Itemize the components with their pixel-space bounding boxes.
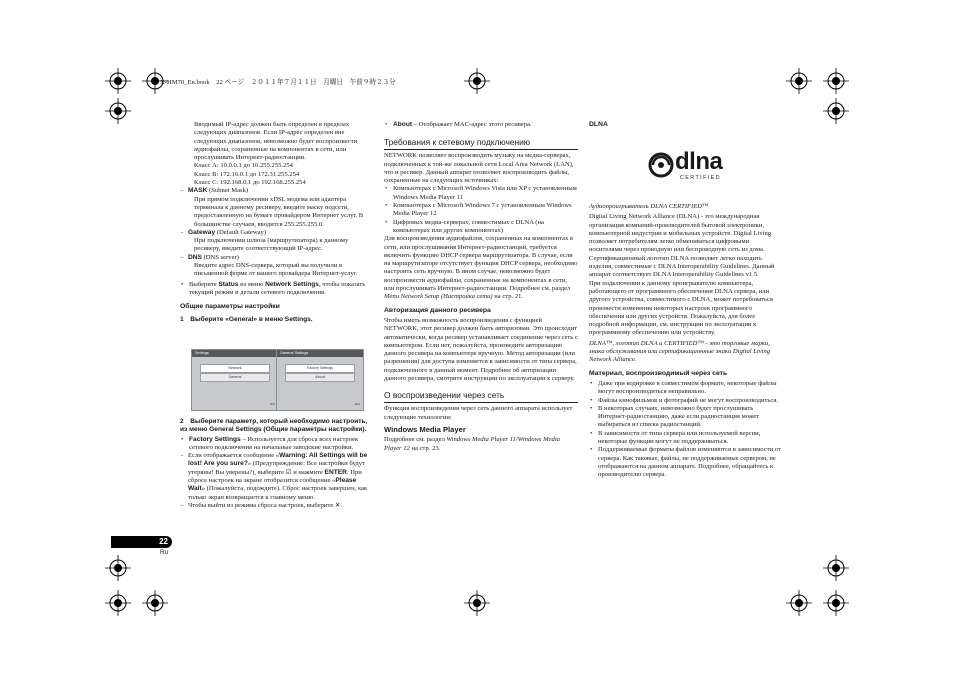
column-right	[589, 121, 783, 131]
registration-mark-icon	[142, 590, 168, 616]
registration-mark-icon	[105, 98, 131, 124]
requirement-item: • Компьютерах с Microsoft Windows Vista или XP с установленным Windows Media Player 11	[384, 185, 578, 202]
material-item: • В некоторых случаях, невозможно будет прослушивать Интернет-радиостанцию, даже если радиостанция может выбираться из списка радиостанций.	[589, 405, 783, 430]
registration-mark-icon	[786, 590, 812, 616]
dlna-paragraph-3: При подключении к данному проигрывателю компьютера, работающего от программного обеспечения DLNA сервера, или другого устройства, совместимого с DLNA, может потребоваться произвести изменения некоторых настроек программного обеспечения или других устройств. Пожалуйста, для более подробной информации, см. инструкции по эксплуатации к программному обеспечению или устройству.	[589, 279, 773, 337]
requirements-paragraph: NETWORK позволяет воспроизводить музыку на медиа-серверах, подключенных к той-же локальной сети Local Area Network (LAN), что и ресивер. Данный аппарат позволяет воспроизводить файлы, сохраненные на следующих источниках:	[384, 152, 574, 185]
column-right-body	[589, 203, 783, 480]
dlna-paragraph-1: Digital Living Network Alliance (DLNA) - это международная организация компаний-производителей бытовой электроники, компьютерной индустрии и мобильных устройств. Digital Living позволяет потребителям легко обмениваться цифровыми носителями через проводную или беспроводную сеть из дома.	[589, 213, 772, 254]
network-requirements-heading: Требования к сетевому подключению	[384, 137, 578, 150]
registration-mark-icon	[464, 68, 490, 94]
settings-screen-exit: Exit	[269, 401, 275, 406]
gateway-item: - Gateway (Default Gateway)	[180, 229, 374, 237]
settings-menu-general: General	[200, 373, 270, 382]
dlna-logo-wordmark: dlna	[675, 148, 723, 175]
authorization-heading: Авторизация данного ресивера	[384, 306, 491, 314]
general-screen-exit: Exit	[354, 401, 360, 406]
factory-settings-bullet: • Factory Settings – Используется для сброса всех настроек сетевого подключения на начальные заводские настройки.	[180, 436, 374, 453]
settings-menu-network: Network	[200, 364, 270, 373]
playback-paragraph: Функция воспроизведения через сеть данного аппарата использует следующие технологии:	[384, 405, 573, 421]
registration-mark-icon	[786, 68, 812, 94]
step-2: 2 Выберите параметр, который необходимо настроить, из меню General Settings (Общие параметры настройки).	[180, 418, 368, 434]
network-playback-heading: О воспроизведении через сеть	[384, 390, 578, 403]
general-settings-screen-title: General Settings	[277, 350, 363, 357]
material-item: • В зависимости от типа сервера или используемой версии, некоторые функции могут не поддерживаться.	[589, 430, 783, 447]
authorization-paragraph: Чтобы иметь возможность воспроизведения с функцией NETWORK, этот ресивер должен быть авторизован. Это происходит автоматически, когда ресивер устанавливает соединение через сеть с компьютером. Если нет, пожалуйста, произведите авторизацию данного ресивера на компьютере вручную. Метод авторизации (или разрешения) для доступа изменяется в зависимости от типа сервера, подключенного в данный момент. Подробнее об авторизации данного ресивера, смотрите инструкции по эксплуатации к серверу.	[384, 316, 578, 383]
network-material-heading: Материал, воспроизводимый через сеть	[589, 369, 728, 377]
dns-text: Введите адрес DNS-сервера, который вы получили в письменной форме от вашего провайдера Интернет-услуг.	[194, 262, 358, 278]
general-menu-about: About	[285, 373, 355, 382]
requirement-item: • Цифровых медиа-серверах, совместимых с DLNA (на компьютерах или других компонентах)	[384, 219, 578, 236]
dhcp-paragraph: Для воспроизведения аудиофайлов, сохраненных на компонентах в сети, или прослушивания Интернет-радиостанций, требуется включить функцию DHCP сервера маршрутизатора. В случае, если на маршрутизаторе отсутствует функция DHCP сервера, необходимо настроить сеть вручную. В ином случае, невозможно будет воспроизвести аудиофайлы, сохраненные на компонентах в сети, или прослушивать Интернет-радиостанции. Подробнее см. раздел Menu Network Setup (Настройка сети) на стр. 21.	[384, 235, 578, 301]
ip-class-c: Класс C: 192.168.0.1 до 192.168.255.254	[194, 179, 306, 187]
registration-mark-icon	[823, 98, 849, 124]
registration-mark-icon	[823, 68, 849, 94]
column-middle	[384, 121, 578, 453]
exit-item: - Чтобы выйти из режима сброса настроек, выберите ✕.	[180, 502, 374, 510]
warning-item: - Если отображается сообщение «Warning: All Settings will be lost! Are you sure?» (Предупреждение: Все настройки будут утеряны! Вы уверены?), выберите ☑ и нажмите ENTER. При сбросе настроек на экране отобразится сообщение «Please Wait» (Пожалуйста, подождите). Сброс настроек завершен, как только экран возвращается к главному меню.	[180, 452, 374, 502]
registration-mark-icon	[823, 590, 849, 616]
mask-text: При прямом подключении xDSL модема или адаптера терминала к данному ресиверу, введите маску подсети, предоставленную на бумаге провайдером Интернет услуг. В большинстве случаев, вводится 255.255.255.0.	[194, 195, 364, 228]
dlna-heading: DLNA	[589, 121, 608, 128]
material-item: • Даже при кодировке в совместимом формате, некоторые файлы могут воспроизводиться неправильно.	[589, 380, 783, 397]
dlna-certified-logo	[648, 150, 728, 186]
dns-item: - DNS (DNS server)	[180, 254, 374, 262]
ip-range-paragraph: Вводимый IP-адрес должен быть определен в пределах следующих диапазонов. Если IP-адрес определен вне следующих диапазонов, невозможно будет воспроизвести аудиофайлы, сохраненные на компонентах в сети, или прослушивать Интернет-радиостанции.	[194, 121, 358, 162]
registration-mark-icon	[105, 68, 131, 94]
windows-media-player-heading: Windows Media Player	[384, 424, 466, 434]
step-1: 1 Выберите «General» в меню Settings.	[180, 315, 313, 323]
registration-mark-icon	[105, 590, 131, 616]
ip-class-a: Класс A: 10.0.0.1 до 10.255.255.254	[194, 162, 293, 170]
registration-mark-icon	[464, 590, 490, 616]
mask-item: - MASK (Subnet Mask)	[180, 187, 374, 195]
column-left-lower	[180, 418, 374, 510]
dlna-logo-caption: Аудиопроигрыватель DLNA CERTIFIED™	[589, 203, 709, 210]
gateway-text: При подключении шлюза (маршрутизатора) к данному ресиверу, введите соответствующий IP-адрес.	[194, 237, 349, 253]
ip-class-b: Класс B: 172.16.0.1 до 172.31.255.254	[194, 170, 300, 178]
column-left	[180, 121, 374, 324]
settings-screen-title: Settings	[192, 350, 278, 357]
dlna-logo-certified: CERTIFIED	[680, 175, 721, 181]
material-item: • Файлы кинофильмов и фотографий не могут воспроизводиться.	[589, 397, 783, 405]
dlna-swirl-icon	[648, 152, 674, 178]
settings-screen-image	[191, 349, 279, 411]
general-menu-factory-settings: Factory Settings	[285, 364, 355, 373]
wmp-paragraph: Подробнее см. раздел Windows Media Player 11/Windows Media Player 12 на стр. 23.	[384, 436, 560, 452]
registration-mark-icon	[823, 555, 849, 581]
dlna-paragraph-2: Сертификационный логотип DLNA позволяет легко находить изделия, совместимые с DLNA Interoperability Guidelines. Данный аппарат соответствует DLNA Interoperability Guidelines v1.5.	[589, 254, 775, 279]
registration-mark-icon	[105, 555, 131, 581]
material-item: • Поддерживаемые форматы файлов изменяются в зависимости от сервера. Как таковые, файлы, не поддерживаемые сервером, не отображаются на данном аппарате. Подробнее, обращайтесь к производителю сервера.	[589, 446, 783, 479]
status-bullet: • Выберите Status из меню Network Settings, чтобы показать текущий режим и детали сетевого подключения.	[180, 281, 374, 298]
page-language: Ru	[160, 549, 169, 556]
dlna-trademark-note: DLNA™, логотип DLNA и CERTIFIED™ - это торговые марки, знаки обслуживания или сертификационные знаки Digital Living Network Alliance.	[589, 339, 771, 364]
page-number: 22	[111, 536, 172, 548]
about-bullet: • About – Отображает MAC-адрес этого ресивера.	[384, 121, 578, 129]
general-settings-heading: Общие параметры настройки	[180, 303, 280, 311]
requirement-item: • Компьютерах с Microsoft Windows 7 с установленным Windows Media Player 12	[384, 202, 578, 219]
general-settings-screen-image	[276, 349, 364, 411]
book-header: X-HM70_En.book 22 ページ ２０１１年７月１１日 月曜日 午前９時２３分	[160, 79, 396, 86]
